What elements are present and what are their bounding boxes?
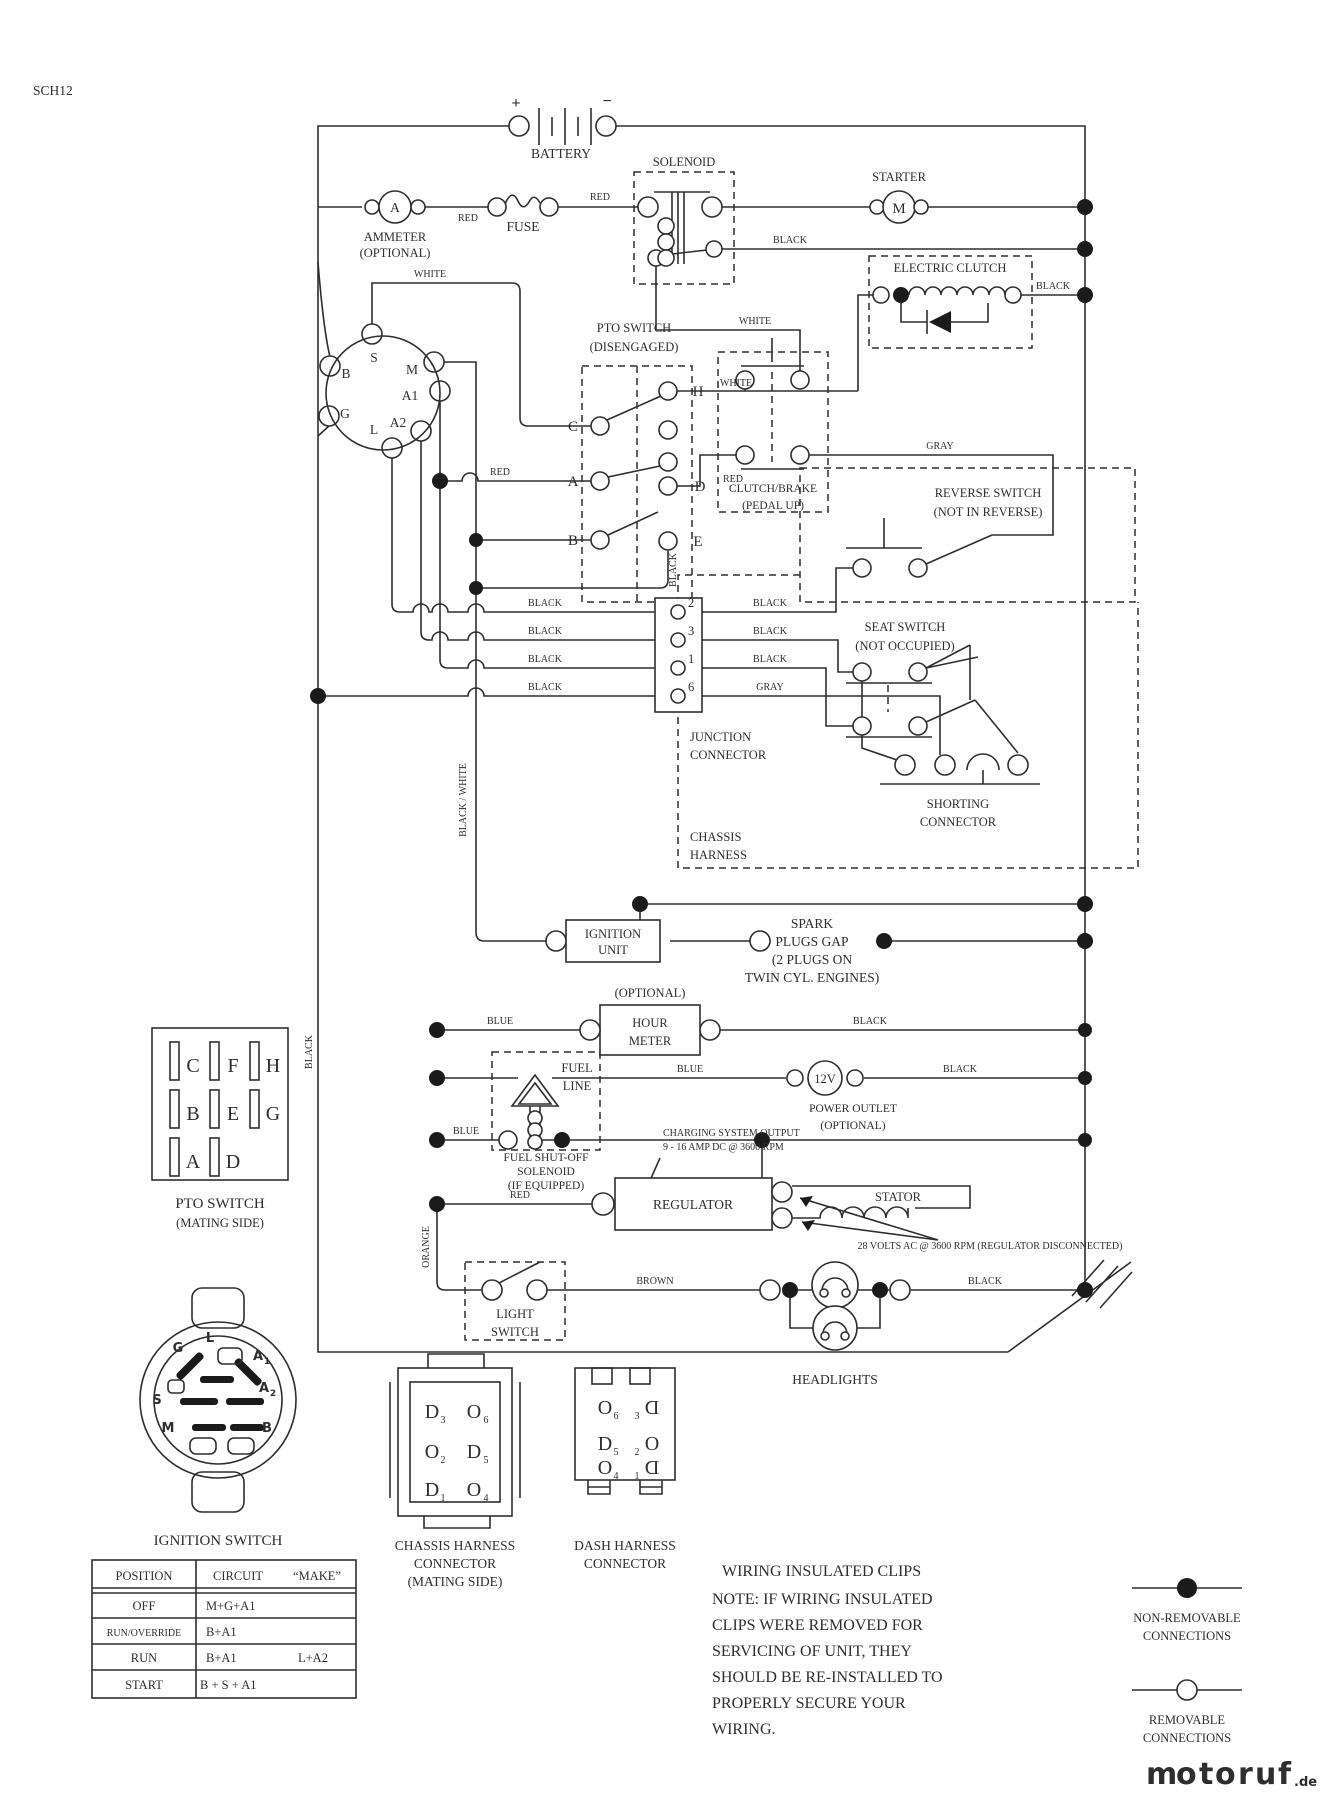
legend-nr2: CONNECTIONS — [1142, 1629, 1232, 1643]
headlamp-pin — [821, 1332, 829, 1340]
dash-pin-mirrored: D — [644, 1457, 660, 1479]
terminal — [750, 931, 770, 951]
light-switch-label1: LIGHT — [496, 1307, 534, 1321]
chassis-harness-label1: CHASSIS — [690, 830, 742, 844]
junction-pin-3 — [671, 633, 685, 647]
terminal — [499, 1131, 517, 1149]
headlamp-pin — [842, 1289, 850, 1297]
spark-label3: (2 PLUGS ON — [771, 952, 853, 967]
dash-pin-mirrored: D — [644, 1397, 660, 1419]
pto-mating-pin: C — [186, 1055, 200, 1077]
solenoid-post — [638, 197, 658, 217]
wire-label-orange-vert: ORANGE — [421, 1226, 432, 1268]
table-row-circuit: B+A1 — [206, 1625, 237, 1639]
chassis-harness-label2: HARNESS — [690, 848, 747, 862]
terminal — [772, 1182, 792, 1202]
ignition-rotary-m: M — [405, 362, 419, 377]
headlamp-pin — [820, 1289, 828, 1297]
wire-label-black: BLACK — [528, 598, 562, 609]
wire-pin6-gray — [686, 696, 940, 755]
chassis-pin-sub: 3 — [440, 1415, 446, 1426]
note-line: WIRING INSULATED CLIPS — [722, 1563, 922, 1580]
terminal — [580, 1020, 600, 1040]
wire-label-black: BLACK — [773, 235, 807, 246]
ignition-unit-label2: UNIT — [598, 943, 628, 957]
chassis-pin-sub: 1 — [440, 1493, 446, 1504]
dash-conn-notch — [592, 1368, 612, 1384]
starter-label: STARTER — [872, 170, 926, 184]
wire-label-black: BLACK — [753, 626, 787, 637]
table-row-position: RUN — [130, 1651, 158, 1665]
dash-pin-mirrored: O — [644, 1433, 660, 1455]
chassis-pin: D — [466, 1441, 482, 1463]
key-slot-open — [228, 1438, 254, 1454]
legend-nr1: NON-REMOVABLE — [1133, 1611, 1241, 1625]
terminal — [890, 1280, 910, 1300]
fuel-shutoff-label1: FUEL SHUT-OFF — [503, 1152, 589, 1164]
wire-left-bus — [318, 126, 1008, 1352]
pto-mating-pin: A — [185, 1151, 201, 1173]
wire-clutch-feed — [858, 295, 1085, 391]
headlamp-body — [812, 1262, 858, 1308]
ignition-connector-m: M — [161, 1421, 175, 1436]
junction-connector-label1: JUNCTION — [690, 730, 752, 744]
chassis-conn-label2: CONNECTOR — [413, 1556, 497, 1571]
pto-terminal-c — [591, 417, 609, 435]
wire-b-feed — [318, 262, 330, 357]
ignition-connector-g: G — [172, 1341, 184, 1356]
headlamp-body — [813, 1306, 857, 1350]
note-line: WIRING. — [712, 1721, 776, 1738]
pto-mating-subtitle: (MATING SIDE) — [176, 1216, 264, 1230]
pto-d: D — [694, 479, 706, 495]
wire-m-line — [444, 362, 546, 941]
dashed-enclosures — [465, 172, 1138, 1340]
chassis-pin: O — [424, 1441, 440, 1463]
clutch-brake-label1: CLUTCH/BRAKE — [728, 483, 818, 495]
wire-solenoid-white — [656, 266, 800, 373]
chassis-pin-sub: 4 — [483, 1493, 489, 1504]
chassis-pin: O — [466, 1401, 482, 1423]
reverse-switch-label1: REVERSE SWITCH — [934, 486, 1042, 500]
table-row-position: START — [125, 1678, 163, 1692]
wire-label-white: WHITE — [413, 269, 447, 280]
ignition-rotary-body — [326, 336, 440, 450]
chassis-pin-sub: 5 — [483, 1455, 489, 1466]
ignition-unit-label1: IGNITION — [584, 927, 642, 941]
wire-label-red: RED — [490, 467, 510, 478]
starter-symbol: M — [892, 201, 906, 217]
hour-meter-note: (OPTIONAL) — [614, 986, 686, 1000]
spark-label4: TWIN CYL. ENGINES) — [744, 970, 880, 985]
dash-pin-sub: 3 — [634, 1411, 640, 1422]
terminal — [847, 1070, 863, 1086]
logo-letter: m — [1146, 1757, 1178, 1792]
dash-conn-label2: CONNECTOR — [583, 1556, 667, 1571]
light-contact — [527, 1280, 547, 1300]
wire-label-black: BLACK — [968, 1276, 1002, 1287]
wire-label-black: BLACK — [1036, 281, 1070, 292]
stator-note: 28 VOLTS AC @ 3600 RPM (REGULATOR DISCONNECTED) — [857, 1241, 1123, 1252]
terminal — [700, 1020, 720, 1040]
pto-c: C — [567, 419, 579, 435]
ignition-connector-b: B — [262, 1421, 272, 1436]
battery-plus: + — [511, 95, 521, 112]
ignition-rotary-g: G — [340, 406, 350, 421]
ignition-switch-connector — [140, 1288, 296, 1512]
junction-pin-6 — [671, 689, 685, 703]
ammeter-note: (OPTIONAL) — [359, 246, 431, 260]
ignition-rotary-l: L — [369, 422, 379, 437]
pto-contact — [659, 421, 677, 439]
stator-label: STATOR — [874, 1190, 922, 1204]
wire-ignition-unit-top — [640, 904, 1085, 920]
ignition-connector-s: S — [152, 1393, 162, 1408]
seat-switch-label1: SEAT SWITCH — [864, 620, 946, 634]
note-line: CLIPS WERE REMOVED FOR — [712, 1617, 923, 1634]
hour-meter-label2: METER — [628, 1034, 672, 1048]
reverse-contact — [853, 559, 871, 577]
terminal — [787, 1070, 803, 1086]
clutchbrake-contact — [736, 446, 754, 464]
removable-circle-icon — [1177, 1680, 1197, 1700]
light-switch-label2: SWITCH — [491, 1325, 539, 1339]
key-slot-s — [180, 1398, 218, 1405]
seat-switch-label2: (NOT OCCUPIED) — [855, 639, 955, 653]
terminal — [546, 931, 566, 951]
solenoid-coil-loop — [658, 218, 674, 234]
terminal — [914, 200, 928, 214]
ignition-connector-a1-sub: 1 — [263, 1357, 271, 1367]
fuse-element — [505, 195, 540, 207]
wire-label-red: RED — [590, 192, 610, 203]
logo-letter: u — [1255, 1757, 1277, 1792]
pto-contact — [659, 453, 677, 471]
chassis-pin-sub: 6 — [483, 1415, 489, 1426]
wire-label-brown: BROWN — [636, 1276, 674, 1287]
wire-orange-light — [437, 1204, 482, 1290]
fuse-label: FUSE — [506, 219, 540, 234]
wire-label-blackwhite-vert: BLACK / WHITE — [458, 763, 469, 837]
fuse-terminal — [540, 198, 558, 216]
fuel-shutoff-label2: SOLENOID — [517, 1166, 575, 1178]
junction-pin3-label: 3 — [688, 624, 695, 638]
dash-pin-sub: 1 — [634, 1471, 640, 1482]
seat-contact — [909, 717, 927, 735]
pto-state: (DISENGAGED) — [589, 340, 679, 354]
pto-title: PTO SWITCH — [596, 321, 672, 335]
fuse-terminal — [488, 198, 506, 216]
pto-h: H — [692, 384, 704, 400]
terminal — [592, 1193, 614, 1215]
dash-harness-connector — [574, 1368, 676, 1571]
pto-b: B — [567, 533, 579, 549]
chassis-pin-sub: 2 — [440, 1455, 446, 1466]
junction-pin6-label: 6 — [688, 680, 695, 694]
ignition-terminal-a2 — [411, 421, 431, 441]
clutch-coil — [909, 287, 1005, 295]
ignition-connector-a2: A — [258, 1381, 270, 1396]
logo-letter: t — [1199, 1757, 1214, 1792]
wire-label-black-vert: BLACK — [668, 553, 679, 587]
chassis-pin: D — [424, 1401, 440, 1423]
pto-mating-pin: G — [265, 1103, 281, 1125]
wire-label-blue: BLUE — [676, 1064, 704, 1075]
hour-meter-label1: HOUR — [632, 1016, 668, 1030]
shorting-contact — [895, 755, 915, 775]
solenoid-coil-loop — [658, 234, 674, 250]
headlamp-pin — [841, 1332, 849, 1340]
junction-pin2-label: 2 — [688, 596, 695, 610]
ignition-rotary-b: B — [341, 366, 351, 381]
wire-label-black: BLACK — [528, 682, 562, 693]
terminal — [1005, 287, 1021, 303]
wire-reverse-blade — [926, 535, 992, 564]
power-outlet-symbol: 12V — [814, 1072, 836, 1086]
logo-letter: o — [1176, 1757, 1197, 1792]
terminal — [870, 200, 884, 214]
seat-contact — [909, 663, 927, 681]
wire-label-black: BLACK — [753, 598, 787, 609]
dash-conn-notch — [630, 1368, 650, 1384]
sheet-id: SCH12 — [33, 83, 73, 98]
seat-contact — [853, 663, 871, 681]
wire-a1-red — [440, 401, 591, 481]
dash-pin: O — [597, 1457, 613, 1479]
table-row-circuit: B + S + A1 — [200, 1678, 257, 1692]
pto-mating-pin: F — [227, 1055, 239, 1077]
ignition-connector-a1: A — [252, 1349, 264, 1364]
ignition-connector-outer — [140, 1322, 296, 1478]
clutchbrake-contact — [791, 371, 809, 389]
chassis-pin: O — [466, 1479, 482, 1501]
connections-legend — [1132, 1578, 1242, 1745]
key-slot-b — [230, 1424, 264, 1431]
spark-label2: PLUGS GAP — [775, 934, 849, 949]
note-line: SHOULD BE RE-INSTALLED TO — [712, 1669, 943, 1686]
wire-pin6-row — [318, 688, 671, 696]
chassis-conn-inner — [410, 1382, 500, 1502]
key-slot-open — [168, 1380, 184, 1393]
light-contact — [482, 1280, 502, 1300]
note-line: PROPERLY SECURE YOUR — [712, 1695, 906, 1712]
wire-label-gray: GRAY — [926, 441, 954, 452]
pto-terminal-a — [591, 472, 609, 490]
spark-label1: SPARK — [790, 916, 834, 931]
table-row-circuit: M+G+A1 — [206, 1599, 256, 1613]
terminal — [760, 1280, 780, 1300]
ignition-rotary-s: S — [370, 350, 378, 365]
electric-clutch-label: ELECTRIC CLUTCH — [893, 261, 1007, 275]
ignition-connector-l: L — [205, 1331, 215, 1346]
key-slot-center — [200, 1376, 234, 1383]
headlights-label: HEADLIGHTS — [792, 1372, 878, 1387]
wire-label-black: BLACK — [528, 654, 562, 665]
battery-label: BATTERY — [530, 146, 592, 161]
table-row-position: OFF — [132, 1599, 156, 1613]
clutch-brake-label2: (PEDAL UP) — [742, 500, 804, 512]
regulator-label: REGULATOR — [652, 1197, 734, 1212]
shorting-contact — [935, 755, 955, 775]
junction-pin1-label: 1 — [688, 652, 695, 666]
wire-label-blue: BLUE — [452, 1126, 480, 1137]
table-row-extra: L+A2 — [298, 1651, 328, 1665]
key-slot-a2 — [226, 1398, 264, 1405]
battery-pos-terminal — [509, 116, 529, 136]
logo-letter: o — [1215, 1757, 1236, 1792]
fuel-line-label2: LINE — [562, 1079, 592, 1093]
pto-terminal-b — [591, 531, 609, 549]
wire-ptoE — [476, 551, 668, 588]
pto-terminal-d — [659, 477, 677, 495]
ignition-rotary-a1: A1 — [401, 388, 419, 403]
chassis-conn-label1: CHASSIS HARNESS — [394, 1538, 516, 1553]
legend-r2: CONNECTIONS — [1142, 1731, 1232, 1745]
pto-mating-connector — [152, 1028, 288, 1230]
junction-connector-label2: CONNECTOR — [690, 748, 767, 762]
wire-label-black: BLACK — [853, 1016, 887, 1027]
pto-mating-pin: D — [225, 1151, 241, 1173]
power-outlet-label1: POWER OUTLET — [809, 1103, 897, 1115]
logo-letter: r — [1238, 1757, 1253, 1792]
ignition-terminal-s — [362, 324, 382, 344]
wire-label-black: BLACK — [528, 626, 562, 637]
reverse-contact — [909, 559, 927, 577]
chassis-harness-box — [678, 575, 1138, 868]
junction-pin-1 — [671, 661, 685, 675]
solenoid-post — [702, 197, 722, 217]
charging-note2: 9 - 16 AMP DC @ 3600 RPM — [663, 1142, 784, 1153]
key-slot-m — [192, 1424, 226, 1431]
dash-pin-sub: 2 — [634, 1447, 640, 1458]
terminal — [772, 1208, 792, 1228]
chassis-conn-label3: (MATING SIDE) — [407, 1574, 503, 1589]
pto-e: E — [693, 534, 703, 550]
ignition-table — [92, 1560, 356, 1698]
reverse-switch-label2: (NOT IN REVERSE) — [933, 505, 1043, 519]
dash-pin-sub: 4 — [613, 1471, 619, 1482]
fuel-coil-loop — [528, 1135, 542, 1149]
wire-label-blue: BLUE — [486, 1016, 514, 1027]
wire-h-row — [677, 389, 858, 391]
ignition-connector-a2-sub: 2 — [269, 1389, 277, 1399]
terminal — [411, 200, 425, 214]
logo-letter: f — [1278, 1757, 1292, 1792]
table-row-circuit: B+A1 — [206, 1651, 237, 1665]
charging-note1: CHARGING SYSTEM OUTPUT — [663, 1128, 800, 1139]
battery-minus: − — [602, 93, 612, 110]
dash-pin-sub: 6 — [613, 1411, 619, 1422]
non-removable-dot-icon — [1177, 1578, 1197, 1598]
wire-g-ground — [318, 426, 329, 436]
wire-label-red: RED — [510, 1190, 530, 1201]
ammeter-label: AMMETER — [363, 230, 427, 244]
junction-pin-2 — [671, 605, 685, 619]
chassis-conn-outer — [398, 1368, 512, 1516]
removable-connection-terminals — [319, 116, 1028, 1350]
dash-conn-label1: DASH HARNESS — [574, 1538, 676, 1553]
legend-r1: REMOVABLE — [1148, 1713, 1226, 1727]
pto-mating-title: PTO SWITCH — [175, 1196, 265, 1212]
wire-label-white: WHITE — [738, 316, 772, 327]
terminal — [365, 200, 379, 214]
shorting-connector-label2: CONNECTOR — [919, 815, 997, 829]
pto-a: A — [567, 474, 579, 490]
clutchbrake-contact — [791, 446, 809, 464]
chassis-harness-connector — [390, 1354, 520, 1589]
chassis-pin: D — [424, 1479, 440, 1501]
stator-arrows — [800, 1198, 938, 1240]
ignition-switch-title: IGNITION SWITCH — [153, 1533, 283, 1549]
note-line: SERVICING OF UNIT, THEY — [712, 1643, 912, 1660]
ammeter-symbol: A — [390, 200, 400, 215]
reverse-actuator — [846, 518, 922, 548]
battery-plates — [539, 108, 591, 145]
pto-terminal-h — [659, 382, 677, 400]
wire-label-gray: GRAY — [756, 682, 784, 693]
ignition-rotary-a2: A2 — [389, 415, 407, 430]
note-line: NOTE: IF WIRING INSULATED — [712, 1591, 933, 1608]
seat-contact — [853, 717, 871, 735]
table-header-circuit: CIRCUIT — [213, 1569, 263, 1583]
pto-mating-pin: H — [265, 1055, 281, 1077]
dash-pin: O — [597, 1397, 613, 1419]
diode-icon — [929, 311, 951, 333]
solenoid-label: SOLENOID — [652, 155, 716, 169]
wire-label-black: BLACK — [753, 654, 787, 665]
battery-neg-terminal — [596, 116, 616, 136]
logo-suffix: .de — [1294, 1775, 1318, 1790]
wire-s-white — [372, 283, 591, 426]
wire-label-red: RED — [458, 213, 478, 224]
pto-mating-pin: E — [226, 1103, 240, 1125]
seat-internals — [846, 645, 1018, 760]
dash-conn-feet — [588, 1480, 662, 1494]
power-outlet-label2: (OPTIONAL) — [820, 1120, 886, 1132]
solenoid-contact — [706, 241, 722, 257]
wire-label-black: BLACK — [943, 1064, 977, 1075]
pto-mating-pin: B — [186, 1103, 200, 1125]
fuel-shutoff-label3: (IF EQUIPPED) — [507, 1180, 585, 1192]
motoruf-logo — [1146, 1757, 1317, 1792]
dash-pin: D — [597, 1433, 613, 1455]
table-header-make: “MAKE” — [293, 1569, 341, 1583]
solenoid-coil-loop — [658, 250, 674, 266]
pto-blades — [607, 396, 661, 535]
fuel-line-label1: FUEL — [561, 1061, 593, 1075]
wire-label-red: RED — [723, 474, 743, 485]
shorting-contact — [1008, 755, 1028, 775]
table-row-position: RUN/OVERRIDE — [106, 1628, 182, 1639]
ground-symbol — [1008, 1260, 1132, 1352]
dash-pin-sub: 5 — [613, 1447, 619, 1458]
shorting-connector-label1: SHORTING — [926, 797, 990, 811]
wire-label-white: WHITE — [719, 378, 753, 389]
wire-pin1-right — [686, 668, 853, 726]
terminal — [873, 287, 889, 303]
wiring-note — [712, 1563, 943, 1738]
wire-label-black-vert: BLACK — [304, 1035, 315, 1069]
pto-terminal-e — [659, 532, 677, 550]
table-header-position: POSITION — [115, 1569, 173, 1583]
key-slot-open — [190, 1438, 216, 1454]
